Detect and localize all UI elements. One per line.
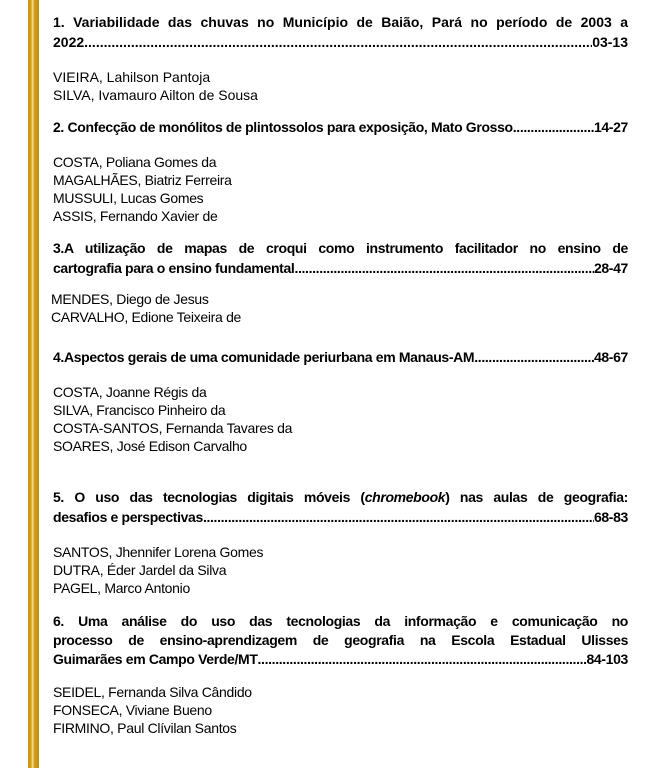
leader-dots: [474, 347, 594, 367]
title-text: desafios e perspectivas: [53, 509, 203, 525]
author: SEIDEL, Fernanda Silva Cândido: [53, 684, 252, 700]
entry-title[interactable]: [53, 347, 628, 367]
author: PAGEL, Marco Antonio: [53, 580, 190, 596]
page-range: 68-83: [593, 509, 628, 525]
title-text: 5. O uso das tecnologias digitais móveis (: [53, 489, 365, 505]
author: FIRMINO, Paul Clívilan Santos: [53, 720, 237, 736]
entry-title[interactable]: [53, 117, 628, 137]
toc-entry: [53, 347, 628, 455]
author: CARVALHO, Edione Teixeira de: [51, 309, 242, 325]
page-range: 03-13: [592, 34, 628, 50]
title-line: processo de ensino-aprendizagem de geografia na Escola Estadual Ulisses: [53, 632, 628, 648]
leader-dots: [258, 650, 587, 669]
toc-entry: [53, 238, 628, 326]
author: SILVA, Francisco Pinheiro da: [53, 402, 226, 418]
title-text: cartografia para o ensino fundamental: [53, 260, 295, 276]
entry-title[interactable]: [53, 612, 628, 669]
page-range: 28-47: [593, 260, 628, 276]
author: FONSECA, Viviane Bueno: [53, 702, 212, 718]
title-line: [53, 117, 628, 137]
title-text: 2. Confecção de monólitos de plintossolos para exposição, Mato Grosso: [53, 119, 513, 135]
title-line: [53, 487, 628, 507]
title-text: Guimarães em Campo Verde/MT: [53, 651, 258, 667]
title-line: [53, 258, 628, 278]
title-line: [53, 650, 628, 669]
toc-entry: [53, 12, 628, 104]
author: SILVA, Ivamauro Ailton de Sousa: [53, 87, 258, 103]
author-list: [53, 68, 628, 104]
toc-entry: [53, 612, 628, 737]
author-list: [53, 683, 628, 737]
title-line: [53, 507, 628, 527]
author-list: [51, 290, 628, 326]
page-range: 84-103: [586, 651, 628, 667]
author: MUSSULI, Lucas Gomes: [53, 190, 204, 206]
title-line: 6. Uma análise do uso das tecnologias da informação e comunicação no: [53, 613, 628, 629]
title-line: [53, 347, 628, 367]
page-range: 48-67: [593, 349, 628, 365]
entry-title[interactable]: [53, 487, 628, 527]
toc-entry: [53, 487, 628, 597]
leader-dots: [513, 117, 594, 137]
leader-dots: [294, 258, 594, 278]
author: MENDES, Diego de Jesus: [51, 291, 209, 307]
author: ASSIS, Fernando Xavier de: [53, 208, 218, 224]
author-list: [53, 383, 628, 455]
author-list: [53, 153, 628, 225]
toc-entry: [53, 117, 628, 225]
title-line: 3.A utilização de mapas de croqui como instrumento facilitador no ensino de: [53, 240, 628, 256]
leader-dots: [203, 507, 594, 527]
author: SANTOS, Jhennifer Lorena Gomes: [53, 544, 264, 560]
title-line: 1. Variabilidade das chuvas no Município de Baião, Pará no período de 2003 a: [53, 14, 628, 30]
author: SOARES, José Edison Carvalho: [53, 438, 247, 454]
author: DUTRA, Éder Jardel da Silva: [53, 562, 227, 578]
author: MAGALHÃES, Biatriz Ferreira: [53, 172, 232, 188]
title-text: 2022: [53, 34, 85, 50]
title-italic-text: chromebook: [364, 489, 446, 505]
entry-title[interactable]: [53, 12, 628, 52]
gold-margin-bar: [28, 0, 39, 768]
author: VIEIRA, Lahilson Pantoja: [53, 69, 211, 85]
author: COSTA-SANTOS, Fernanda Tavares da: [53, 420, 293, 436]
author: COSTA, Poliana Gomes da: [53, 154, 217, 170]
entry-title[interactable]: [53, 238, 628, 278]
title-text: 4.Aspectos gerais de uma comunidade periurbana em Manaus-AM: [53, 349, 475, 365]
page-range: 14-27: [593, 119, 628, 135]
leader-dots: [84, 32, 592, 52]
author: COSTA, Joanne Régis da: [53, 384, 207, 400]
title-text: ) nas aulas de geografia:: [445, 489, 628, 505]
title-line: [53, 32, 628, 52]
author-list: [53, 543, 628, 597]
